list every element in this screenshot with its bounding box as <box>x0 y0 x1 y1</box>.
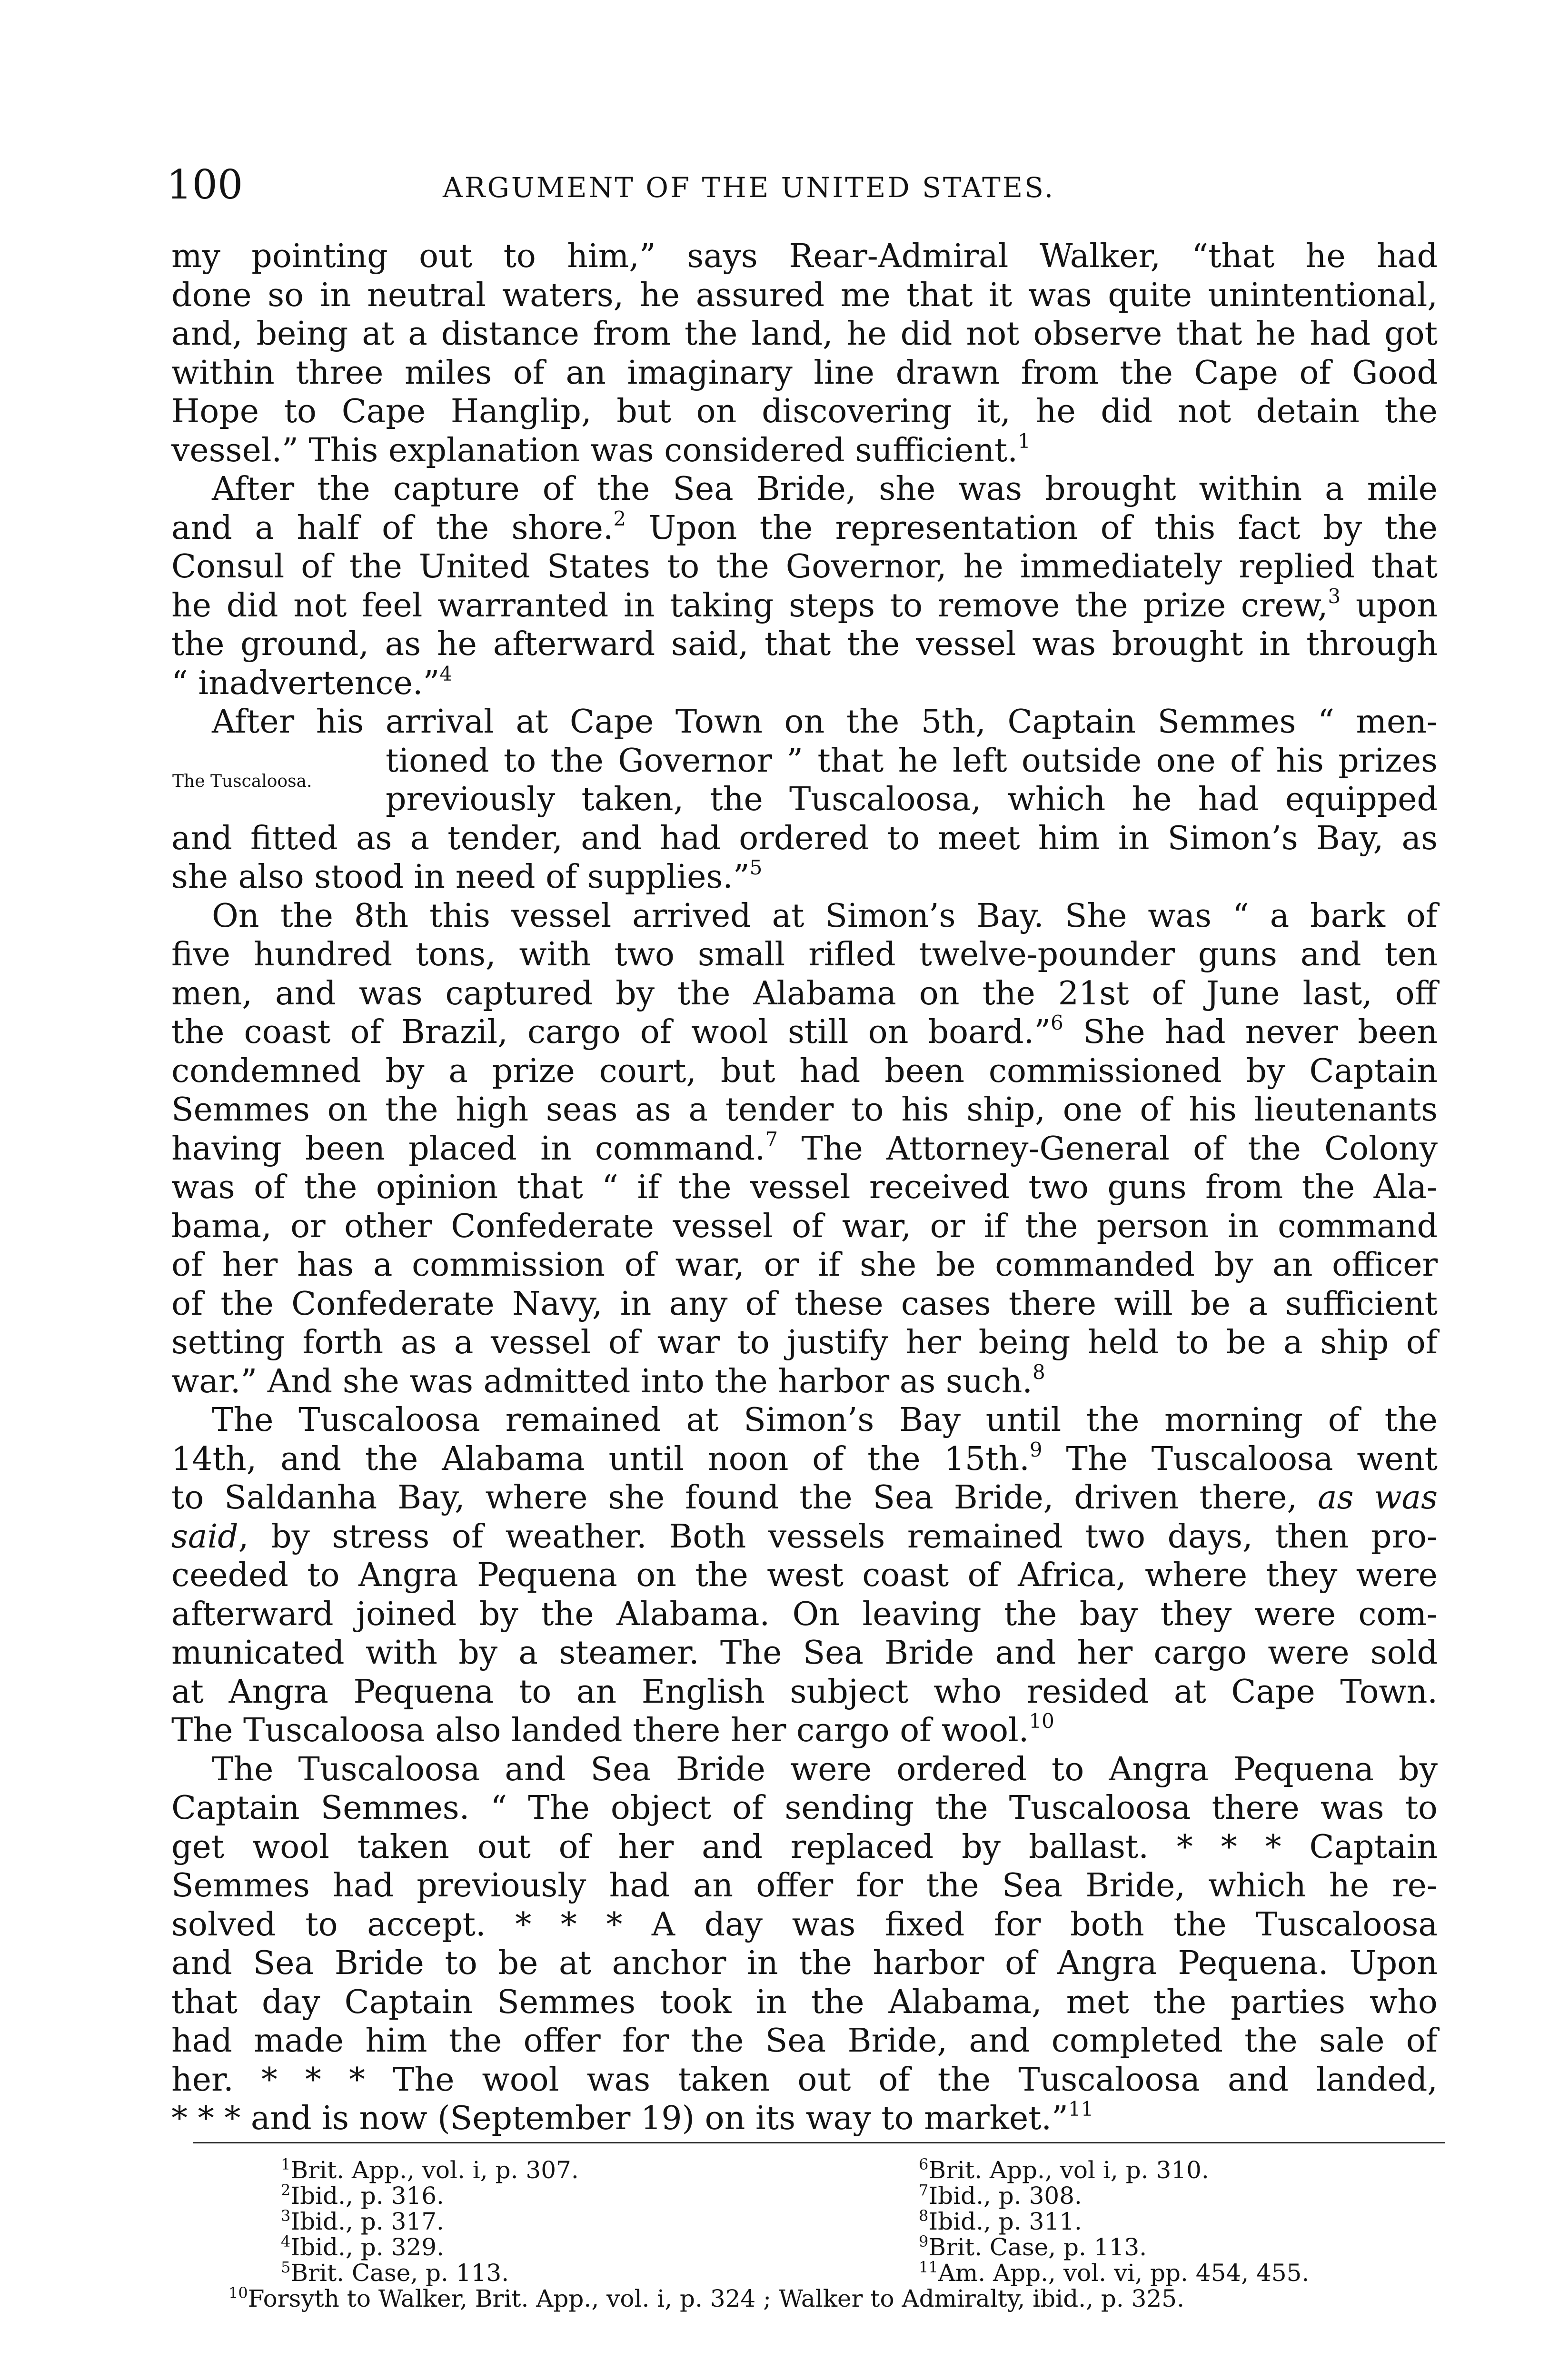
footnote: $^7$Ibid., p. 308. <box>919 2181 1082 2210</box>
text-line: The Tuscaloosa and Sea Bride were ordered to Angra Pequena by <box>212 1750 1438 1788</box>
text-line: was of the opinion that “ if the vessel received two guns from the Ala- <box>171 1169 1438 1206</box>
footnote-ref: 1 <box>1017 429 1031 453</box>
text-line: setting forth as a vessel of war to justify her being held to be a ship of <box>171 1324 1438 1361</box>
footnote: $^9$Brit. Case, p. 113. <box>919 2232 1147 2261</box>
footnote: $^1$Brit. App., vol. i, p. 307. <box>281 2155 579 2184</box>
text-line: condemned by a prize court, but had been commissioned by Captain <box>171 1052 1438 1090</box>
footnote-column-left <box>281 2157 579 2286</box>
text-line: The Tuscaloosa remained at Simon’s Bay until the morning of the <box>212 1401 1438 1439</box>
text-line: After his arrival at Cape Town on the 5th, Captain Semmes “ men- <box>212 703 1438 741</box>
body-text <box>171 237 1438 2138</box>
text-line: tioned to the Governor ” that he left outside one of his prizes <box>386 742 1438 780</box>
text-line: said, by stress of weather. Both vessels remained two days, then pro- <box>171 1517 1438 1556</box>
text-line: war.” And she was admitted into the harbor as such.$^8$ <box>171 1360 1045 1400</box>
page-number: 100 <box>167 161 243 208</box>
text-line: within three miles of an imaginary line drawn from the Cape of Good <box>171 354 1438 392</box>
text-line: The Tuscaloosa also landed there her cargo of wool.$^{10}$ <box>171 1709 1054 1749</box>
footnote-ref: 3 <box>1328 584 1341 608</box>
footnote-ref: 7 <box>765 1127 778 1151</box>
text-line: On the 8th this vessel arrived at Simon’s Bay. She was “ a bark of <box>212 897 1438 935</box>
footnote-ref: 9 <box>1029 1438 1043 1461</box>
text-line: my pointing out to him,” says Rear-Admiral Walker, “that he had <box>171 238 1438 275</box>
text-line: solved to accept. * * * A day was fixed for both the Tuscaloosa <box>171 1905 1438 1944</box>
footnote: $^8$Ibid., p. 311. <box>919 2207 1082 2235</box>
text-line: the ground, as he afterward said, that the vessel was brought in through <box>171 625 1438 663</box>
footnotes <box>228 2155 1442 2357</box>
text-line: and fitted as a tender, and had ordered to meet him in Simon’s Bay, as <box>171 819 1438 857</box>
text-line: get wool taken out of her and replaced by ballast. * * * Captain <box>171 1828 1438 1866</box>
footnote: $^6$Brit. App., vol i, p. 310. <box>919 2155 1209 2184</box>
margin-note: The Tuscaloosa. <box>172 772 312 791</box>
footnote: $^{11}$Am. App., vol. vi, pp. 454, 455. <box>919 2258 1310 2287</box>
text-line: “ inadvertence.”$^4$ <box>171 662 452 702</box>
text-line: After the capture of the Sea Bride, she was brought within a mile <box>212 470 1438 508</box>
running-title: ARGUMENT OF THE UNITED STATES. <box>443 171 1055 204</box>
text-line: previously taken, the Tuscaloosa, which he had equipped <box>386 781 1438 818</box>
text-line: of the Confederate Navy, in any of these cases there will be a sufficient <box>171 1285 1438 1323</box>
text-line: municated with by a steamer. The Sea Bride and her cargo were sold <box>171 1634 1438 1672</box>
footnote-ref: 11 <box>1068 2097 1094 2121</box>
text-line: at Angra Pequena to an English subject who resided at Cape Town. <box>171 1673 1438 1711</box>
text-line: afterward joined by the Alabama. On leaving the bay they were com- <box>171 1595 1438 1633</box>
text-line: bama, or other Confederate vessel of war, or if the person in command <box>171 1207 1438 1245</box>
text-line: Hope to Cape Hanglip, but on discovering it, he did not detain the <box>171 393 1438 430</box>
text-line: he did not feel warranted in taking steps to remove the prize crew,$^3$ upon <box>171 584 1438 625</box>
text-line: five hundred tons, with two small rifled twelve-pounder guns and ten <box>171 936 1438 973</box>
footnote-ref: 4 <box>439 662 452 685</box>
footnote-ref: 10 <box>1029 1709 1054 1733</box>
text-line: her. * * * The wool was taken out of the Tuscaloosa and landed, <box>171 2061 1438 2099</box>
text-line: having been placed in command.$^7$ The Attorney-General of the Colony <box>171 1127 1438 1168</box>
footnote-column-right <box>919 2157 1309 2286</box>
footnote-ref: 8 <box>1033 1360 1045 1384</box>
text-line: and a half of the shore.$^2$ Upon the representation of this fact by the <box>171 506 1438 547</box>
text-line: 14th, and the Alabama until noon of the 15th.$^9$ The Tuscaloosa went <box>171 1438 1438 1478</box>
text-line: had made him the offer for the Sea Bride, and completed the sale of <box>171 2022 1438 2060</box>
footnote: $^4$Ibid., p. 329. <box>281 2232 444 2261</box>
text-line: of her has a commission of war, or if she be commanded by an officer <box>171 1246 1438 1284</box>
footnote: $^3$Ibid., p. 317. <box>281 2207 444 2235</box>
text-line: men, and was captured by the Alabama on the 21st of June last, off <box>171 974 1438 1012</box>
footnote-divider <box>193 2142 1445 2143</box>
footnote: $^2$Ibid., p. 316. <box>281 2181 444 2210</box>
text-line: done so in neutral waters, he assured me that it was quite unintentional, <box>171 276 1438 314</box>
text-line: that day Captain Semmes took in the Alabama, met the parties who <box>171 1983 1438 2021</box>
footnote-ref: 2 <box>613 506 626 530</box>
text-line: and, being at a distance from the land, he did not observe that he had got <box>171 315 1438 353</box>
text-line: vessel.” This explanation was considered sufficient.$^1$ <box>171 429 1031 469</box>
page-header <box>167 161 1442 208</box>
text-line: the coast of Brazil, cargo of wool still on board.”$^6$ She had never been <box>171 1011 1438 1051</box>
text-line: she also stood in need of supplies.”$^5$ <box>171 856 763 896</box>
text-line: * * * and is now (September 19) on its way to market.”$^{11}$ <box>171 2097 1094 2137</box>
footnote-ref: 5 <box>749 856 763 879</box>
text-line: to Saldanha Bay, where she found the Sea Bride, driven there, as was <box>171 1479 1438 1517</box>
footnote: $^5$Brit. Case, p. 113. <box>281 2258 509 2287</box>
footnote-wide: $^{10}$Forsyth to Walker, Brit. App., vol. i, p. 324 ; Walker to Admiralty, ibid., p. 325. <box>228 2284 1185 2312</box>
footnote-ref: 6 <box>1051 1011 1063 1034</box>
text-line: Captain Semmes. “ The object of sending the Tuscaloosa there was to <box>171 1789 1438 1827</box>
text-line: Consul of the United States to the Governor, he immediately replied that <box>171 548 1438 585</box>
text-line: Semmes on the high seas as a tender to his ship, one of his lieutenants <box>171 1091 1438 1129</box>
text-line: ceeded to Angra Pequena on the west coast of Africa, where they were <box>171 1557 1438 1594</box>
text-line: and Sea Bride to be at anchor in the harbor of Angra Pequena. Upon <box>171 1944 1438 1982</box>
text-line: Semmes had previously had an offer for the Sea Bride, which he re- <box>171 1867 1438 1904</box>
